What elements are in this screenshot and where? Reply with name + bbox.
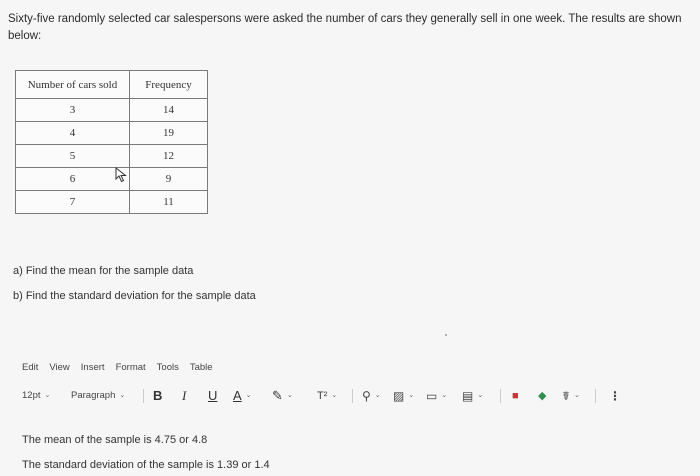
chevron-down-icon: ⌄ — [574, 392, 580, 399]
font-size-value: 12pt — [22, 390, 41, 401]
chevron-down-icon: ⌄ — [477, 392, 484, 399]
table-row — [16, 191, 208, 214]
chevron-down-icon: ⌄ — [119, 392, 126, 399]
chevron-down-icon: ⌄ — [286, 392, 293, 399]
frequency-cell: 14 — [130, 99, 208, 122]
more-options-button[interactable]: ⋮ — [609, 389, 621, 403]
toolbar-divider — [352, 389, 353, 403]
font-size-select[interactable] — [22, 387, 50, 405]
chevron-down-icon: ⌄ — [245, 392, 252, 399]
menu-edit[interactable]: Edit — [22, 362, 39, 373]
frequency-cell: 9 — [130, 168, 208, 191]
italic-button[interactable]: I — [182, 388, 187, 403]
app-green-button[interactable]: ◆ — [538, 390, 547, 402]
chevron-down-icon: ⌄ — [374, 392, 381, 399]
superscript-icon: T² — [317, 390, 328, 402]
media-icon: ▭ — [426, 389, 438, 403]
column-header-cars-sold: Number of cars sold — [16, 71, 130, 99]
table-row — [16, 122, 208, 145]
highlight-button[interactable] — [272, 387, 293, 405]
chevron-down-icon: ⌄ — [408, 392, 415, 399]
cars-sold-cell: 4 — [16, 122, 130, 145]
editor-toolbar — [22, 387, 694, 405]
app-red-button[interactable]: ■ — [512, 390, 519, 402]
embed-icon: ▤ — [462, 389, 474, 403]
link-button[interactable] — [362, 387, 381, 405]
menu-tools[interactable]: Tools — [156, 362, 179, 373]
cars-sold-cell: 3 — [16, 99, 130, 122]
cars-sold-cell: 7 — [16, 191, 130, 214]
editor-menubar — [22, 362, 224, 373]
question-parts — [13, 264, 256, 314]
table-row — [16, 168, 208, 191]
table-row — [16, 145, 208, 168]
menu-format[interactable]: Format — [115, 362, 146, 373]
frequency-cell: 19 — [130, 122, 208, 145]
chevron-down-icon: ⌄ — [331, 392, 338, 399]
answer-line-std-dev: The standard deviation of the sample is 1.39 or 1.4 — [22, 459, 270, 471]
frequency-table — [15, 70, 208, 214]
column-header-frequency: Frequency — [130, 71, 208, 99]
part-a-text: a) Find the mean for the sample data — [13, 265, 194, 277]
speck-decoration — [445, 334, 447, 336]
toolbar-divider — [500, 389, 501, 403]
question-text: Sixty-five randomly selected car salespersons were asked the number of cars they generally sell in one week. The results are shown below: — [8, 13, 682, 42]
cars-sold-cell: 6 — [16, 168, 130, 191]
text-color-button[interactable] — [233, 387, 252, 405]
menu-view[interactable]: View — [49, 362, 70, 373]
toolbar-divider — [143, 389, 144, 403]
image-icon: ▨ — [393, 389, 405, 403]
menu-insert[interactable]: Insert — [80, 362, 105, 373]
frequency-cell: 11 — [130, 191, 208, 214]
link-icon: ⚲ — [362, 389, 371, 403]
accessibility-icon: ☤ — [562, 389, 571, 403]
media-button[interactable] — [426, 387, 447, 405]
accessibility-button[interactable] — [562, 387, 580, 405]
bold-button[interactable]: B — [153, 388, 163, 403]
embed-button[interactable] — [462, 387, 483, 405]
chevron-down-icon: ⌄ — [441, 392, 448, 399]
table-row — [16, 99, 208, 122]
image-button[interactable] — [393, 387, 414, 405]
menu-table[interactable]: Table — [189, 362, 213, 373]
part-b-text: b) Find the standard deviation for the sample data — [13, 290, 256, 302]
block-format-value: Paragraph — [71, 390, 116, 401]
toolbar-divider — [595, 389, 596, 403]
superscript-button[interactable] — [317, 387, 337, 405]
frequency-cell: 12 — [130, 145, 208, 168]
answer-line-mean: The mean of the sample is 4.75 or 4.8 — [22, 434, 208, 446]
table-header-row — [16, 71, 208, 99]
highlight-icon: ✎ — [272, 388, 283, 403]
mouse-pointer-icon — [115, 167, 129, 183]
underline-button[interactable]: U — [208, 388, 218, 403]
answer-editor-content[interactable] — [22, 433, 270, 476]
block-format-select[interactable] — [71, 387, 125, 405]
chevron-down-icon: ⌄ — [44, 392, 51, 399]
text-color-icon: A — [233, 388, 242, 403]
cars-sold-cell: 5 — [16, 145, 130, 168]
